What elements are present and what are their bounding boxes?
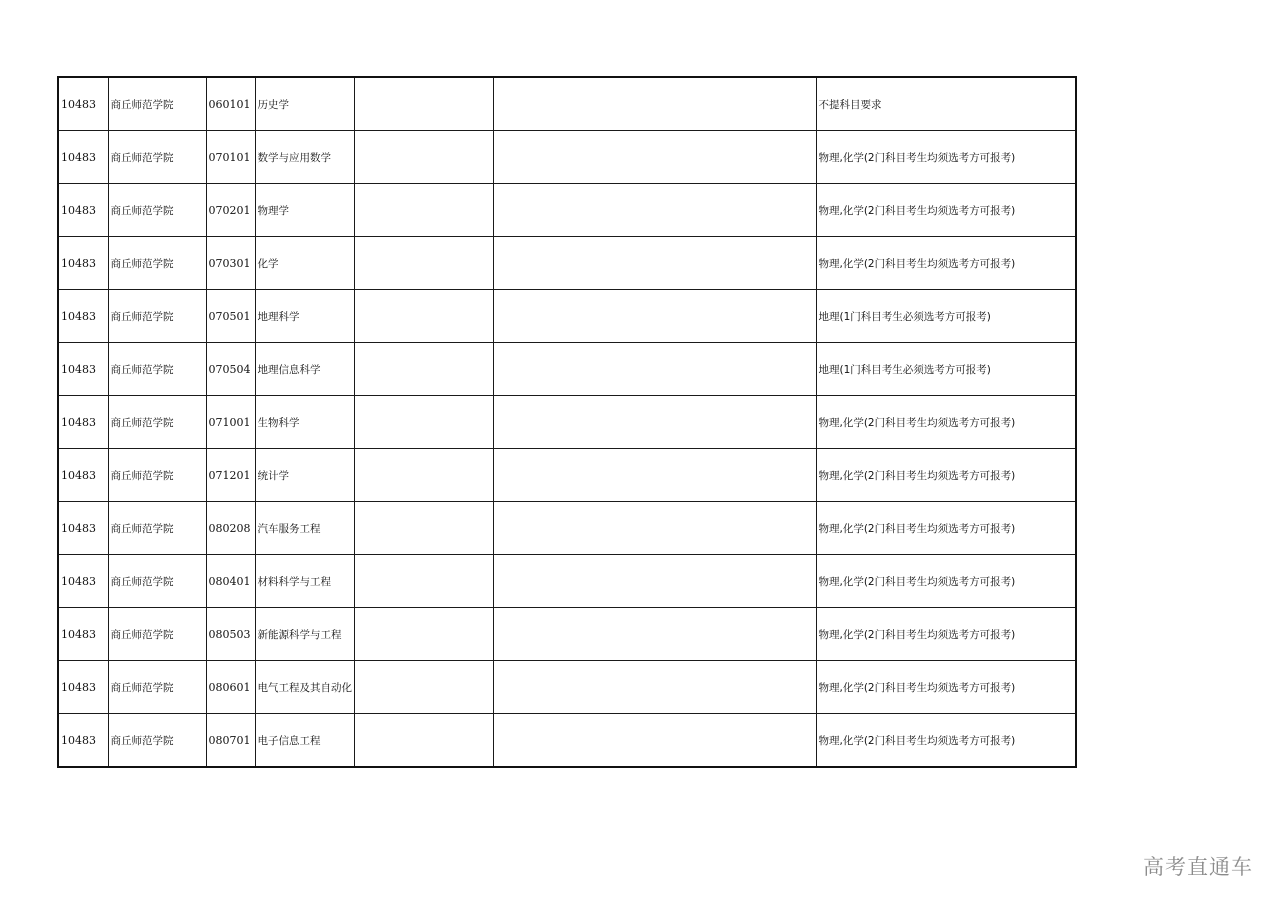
- major-code-cell: 060101: [206, 77, 255, 131]
- table-row: [58, 608, 1076, 661]
- major-code-cell: 071001: [206, 396, 255, 449]
- table-row: [58, 396, 1076, 449]
- major-code-cell: 080503: [206, 608, 255, 661]
- major-code-cell: 070301: [206, 237, 255, 290]
- blank-cell: [493, 343, 816, 396]
- table-row: [58, 714, 1076, 768]
- requirement-cell: 物理,化学(2门科目考生均须选考方可报考): [816, 661, 1076, 714]
- blank-cell: [354, 661, 493, 714]
- requirement-cell: 物理,化学(2门科目考生均须选考方可报考): [816, 449, 1076, 502]
- school-name-cell: 商丘师范学院: [108, 661, 206, 714]
- school-code-cell: 10483: [58, 396, 108, 449]
- blank-cell: [354, 502, 493, 555]
- table-row: [58, 661, 1076, 714]
- major-code-cell: 071201: [206, 449, 255, 502]
- major-name-cell: 化学: [255, 237, 354, 290]
- requirement-cell: 物理,化学(2门科目考生均须选考方可报考): [816, 608, 1076, 661]
- school-name-cell: 商丘师范学院: [108, 237, 206, 290]
- major-code-cell: 080701: [206, 714, 255, 768]
- table-body: [58, 77, 1076, 767]
- major-name-cell: 电子信息工程: [255, 714, 354, 768]
- major-code-cell: 080208: [206, 502, 255, 555]
- requirement-cell: 物理,化学(2门科目考生均须选考方可报考): [816, 131, 1076, 184]
- blank-cell: [354, 608, 493, 661]
- major-code-cell: 070501: [206, 290, 255, 343]
- blank-cell: [354, 396, 493, 449]
- major-name-cell: 地理科学: [255, 290, 354, 343]
- major-name-cell: 物理学: [255, 184, 354, 237]
- requirement-cell: 地理(1门科目考生必须选考方可报考): [816, 290, 1076, 343]
- blank-cell: [493, 184, 816, 237]
- school-code-cell: 10483: [58, 608, 108, 661]
- blank-cell: [493, 237, 816, 290]
- blank-cell: [493, 290, 816, 343]
- blank-cell: [354, 555, 493, 608]
- school-code-cell: 10483: [58, 131, 108, 184]
- blank-cell: [493, 555, 816, 608]
- blank-cell: [354, 131, 493, 184]
- blank-cell: [493, 661, 816, 714]
- school-name-cell: 商丘师范学院: [108, 502, 206, 555]
- requirement-cell: 物理,化学(2门科目考生均须选考方可报考): [816, 502, 1076, 555]
- blank-cell: [493, 502, 816, 555]
- major-name-cell: 新能源科学与工程: [255, 608, 354, 661]
- major-code-cell: 070201: [206, 184, 255, 237]
- blank-cell: [354, 77, 493, 131]
- table-row: [58, 290, 1076, 343]
- requirement-cell: 不提科目要求: [816, 77, 1076, 131]
- blank-cell: [354, 343, 493, 396]
- school-name-cell: 商丘师范学院: [108, 343, 206, 396]
- table-row: [58, 77, 1076, 131]
- school-code-cell: 10483: [58, 555, 108, 608]
- school-name-cell: 商丘师范学院: [108, 131, 206, 184]
- major-name-cell: 汽车服务工程: [255, 502, 354, 555]
- school-code-cell: 10483: [58, 343, 108, 396]
- requirement-cell: 物理,化学(2门科目考生均须选考方可报考): [816, 396, 1076, 449]
- major-name-cell: 地理信息科学: [255, 343, 354, 396]
- requirement-cell: 物理,化学(2门科目考生均须选考方可报考): [816, 714, 1076, 768]
- school-name-cell: 商丘师范学院: [108, 555, 206, 608]
- table-row: [58, 449, 1076, 502]
- school-name-cell: 商丘师范学院: [108, 77, 206, 131]
- blank-cell: [493, 608, 816, 661]
- school-name-cell: 商丘师范学院: [108, 714, 206, 768]
- major-name-cell: 历史学: [255, 77, 354, 131]
- blank-cell: [354, 237, 493, 290]
- school-name-cell: 商丘师范学院: [108, 184, 206, 237]
- school-name-cell: 商丘师范学院: [108, 449, 206, 502]
- table-row: [58, 131, 1076, 184]
- blank-cell: [354, 449, 493, 502]
- school-code-cell: 10483: [58, 184, 108, 237]
- blank-cell: [354, 184, 493, 237]
- major-name-cell: 数学与应用数学: [255, 131, 354, 184]
- blank-cell: [493, 131, 816, 184]
- school-name-cell: 商丘师范学院: [108, 396, 206, 449]
- major-name-cell: 生物科学: [255, 396, 354, 449]
- school-name-cell: 商丘师范学院: [108, 608, 206, 661]
- school-name-cell: 商丘师范学院: [108, 290, 206, 343]
- blank-cell: [354, 290, 493, 343]
- requirement-cell: 物理,化学(2门科目考生均须选考方可报考): [816, 237, 1076, 290]
- blank-cell: [493, 449, 816, 502]
- blank-cell: [493, 396, 816, 449]
- watermark-text: 高考直通车: [1143, 855, 1253, 879]
- major-code-cell: 080401: [206, 555, 255, 608]
- subject-requirement-table: [57, 76, 1077, 768]
- blank-cell: [493, 77, 816, 131]
- requirement-cell: 物理,化学(2门科目考生均须选考方可报考): [816, 184, 1076, 237]
- table-row: [58, 184, 1076, 237]
- major-code-cell: 070504: [206, 343, 255, 396]
- school-code-cell: 10483: [58, 290, 108, 343]
- major-code-cell: 070101: [206, 131, 255, 184]
- major-name-cell: 电气工程及其自动化: [255, 661, 354, 714]
- requirement-cell: 地理(1门科目考生必须选考方可报考): [816, 343, 1076, 396]
- major-code-cell: 080601: [206, 661, 255, 714]
- blank-cell: [354, 714, 493, 768]
- table-row: [58, 502, 1076, 555]
- school-code-cell: 10483: [58, 77, 108, 131]
- table-row: [58, 237, 1076, 290]
- blank-cell: [493, 714, 816, 768]
- school-code-cell: 10483: [58, 449, 108, 502]
- table-row: [58, 343, 1076, 396]
- major-name-cell: 材料科学与工程: [255, 555, 354, 608]
- requirement-cell: 物理,化学(2门科目考生均须选考方可报考): [816, 555, 1076, 608]
- school-code-cell: 10483: [58, 237, 108, 290]
- table-row: [58, 555, 1076, 608]
- school-code-cell: 10483: [58, 502, 108, 555]
- major-name-cell: 统计学: [255, 449, 354, 502]
- school-code-cell: 10483: [58, 714, 108, 768]
- school-code-cell: 10483: [58, 661, 108, 714]
